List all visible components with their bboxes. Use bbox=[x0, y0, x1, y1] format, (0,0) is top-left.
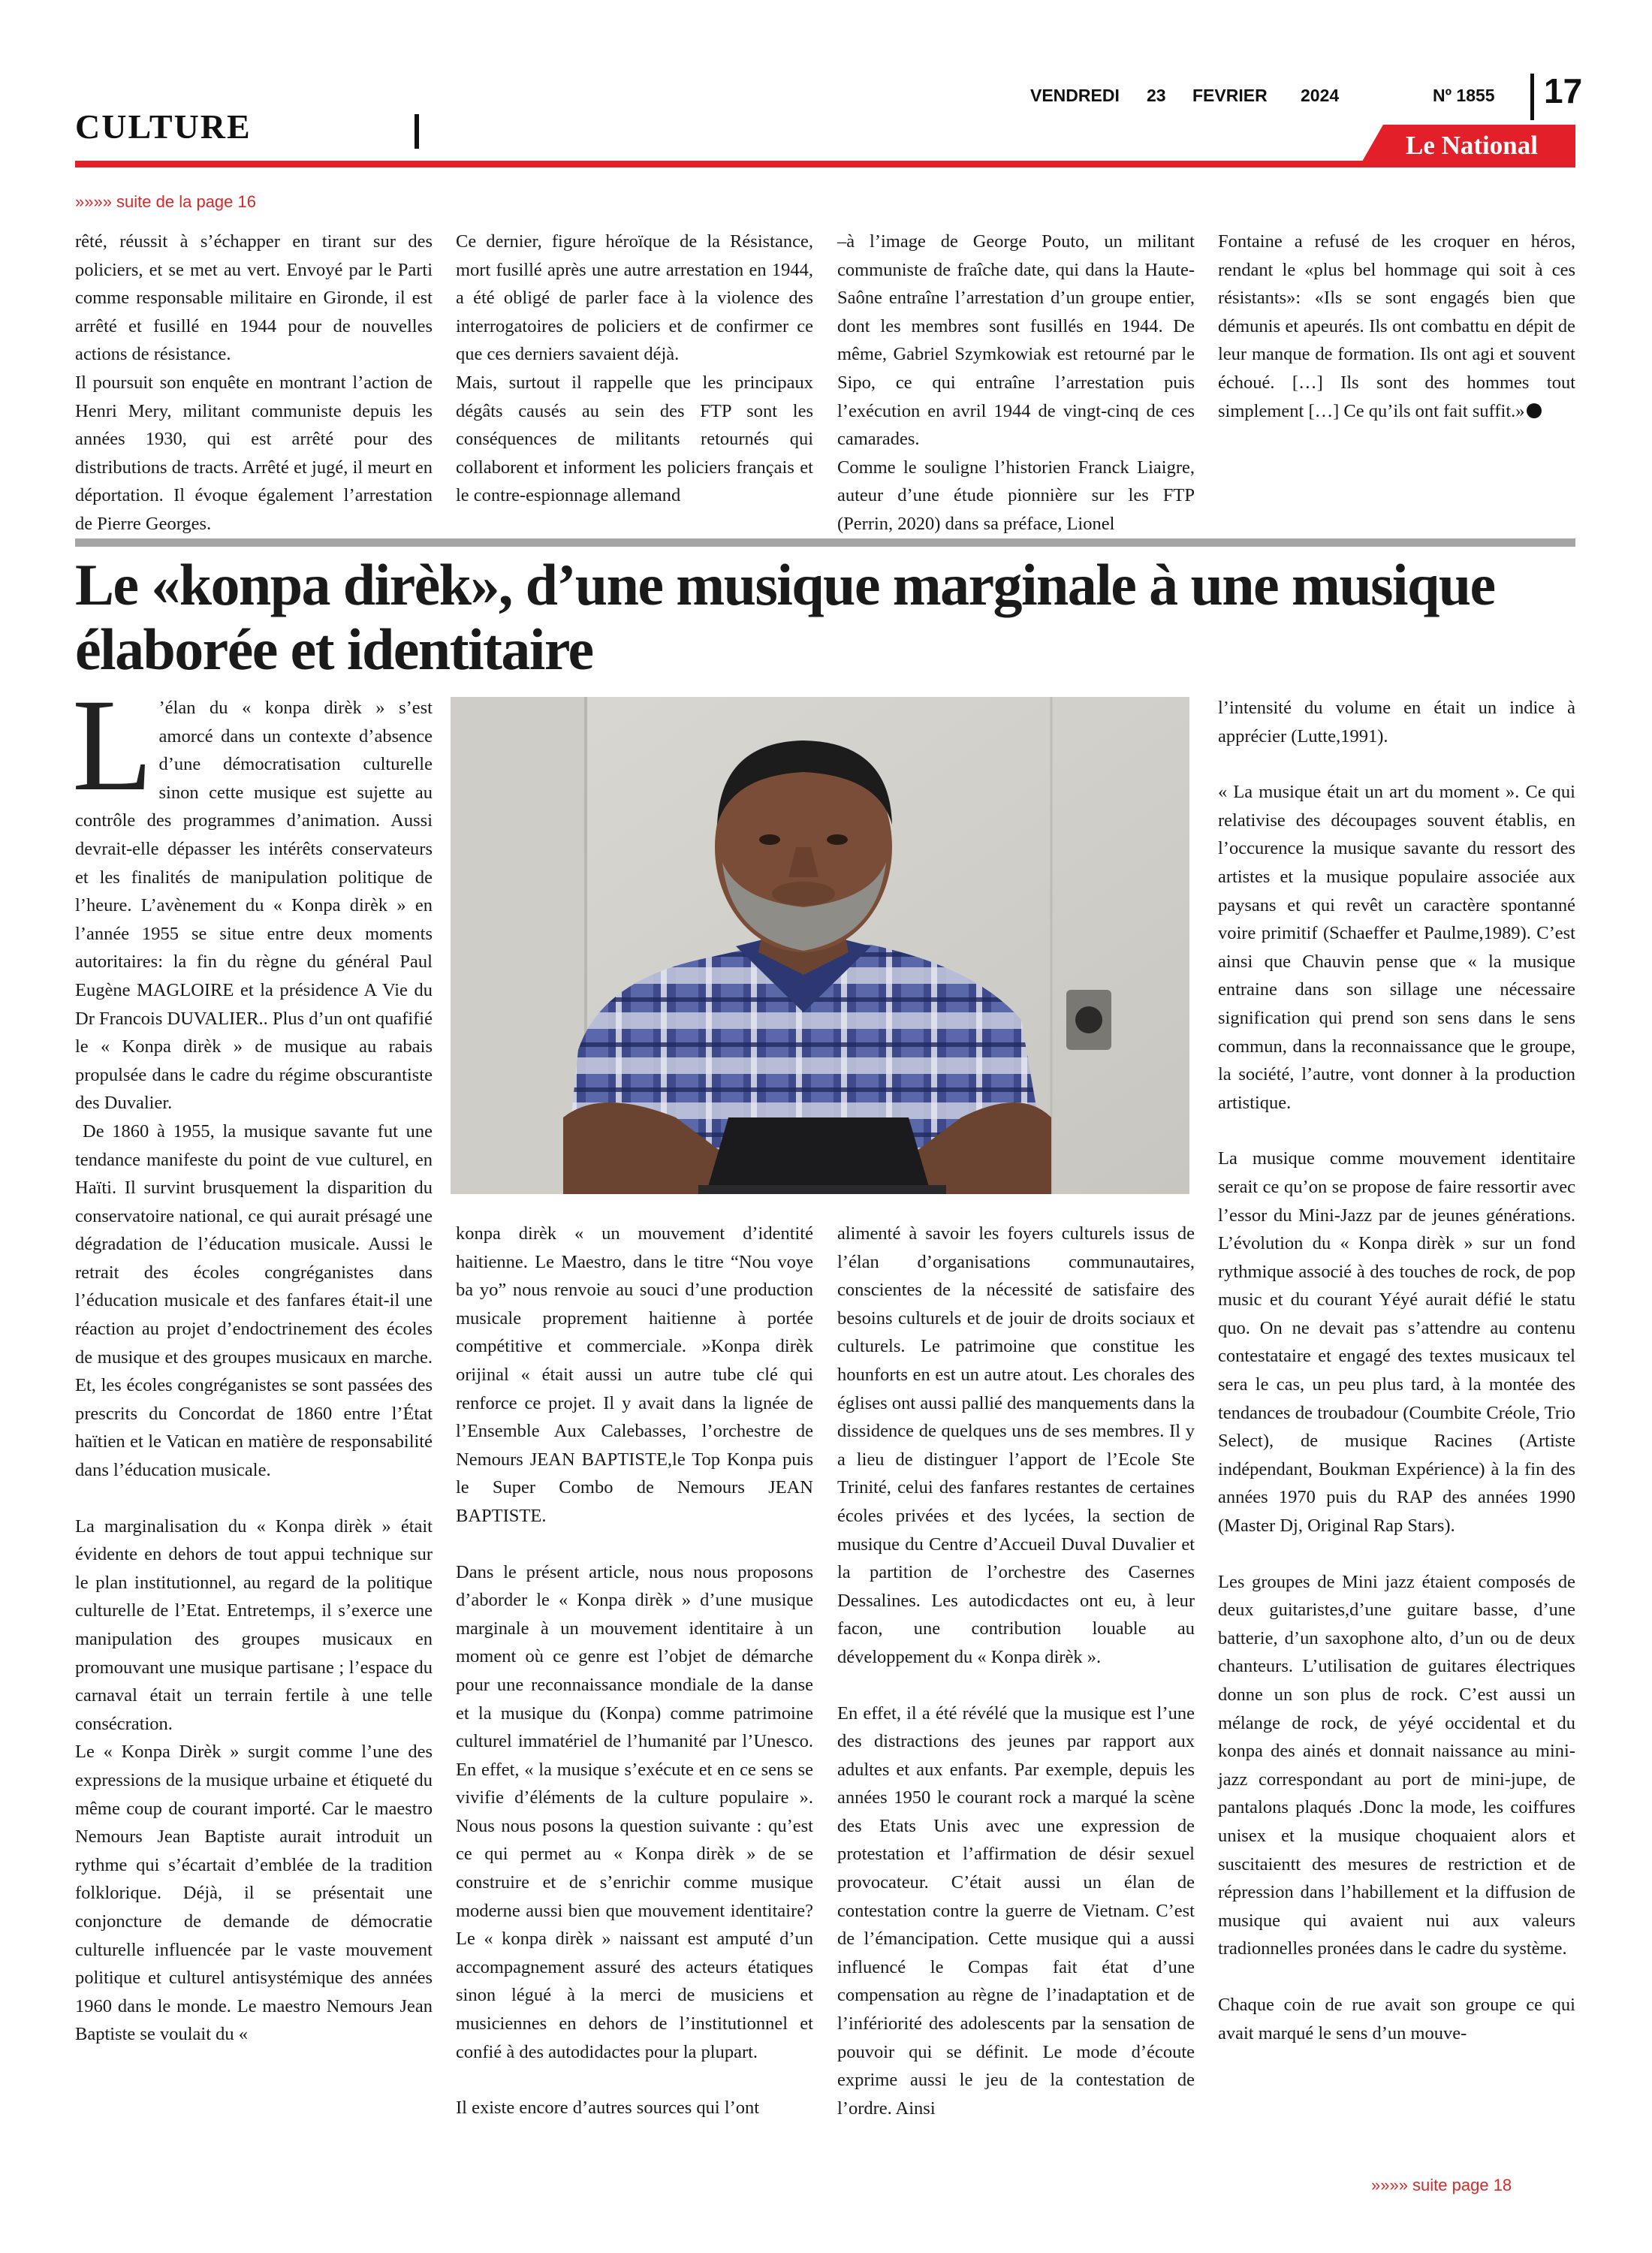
paragraph: Dans le présent article, nous nous proposons d’aborder le « Konpa dirèk » d’une musique marginale à un mouvement identitaire à un moment où ce genre est l’objet de démarche pour une reconnaissance mondiale de la danse et la musique du (Konpa) comme patrimoine culturel immatériel de l’humanité par l’Unesco. En effet, « la musique s’exécute et en ce sens se vivifie d’éléments de la culture populaire ». Nous nous posons la question suivante : qu’est ce qui permet au « Konpa dirèk » de se construire et de s’enrichir comme musique moderne aussi bien que mouvement identitaire?Le « konpa dirèk » naissant est amputé d’un accompagnement assuré des acteurs étatiques sinon légué à la merci de musiciens et musiciennes en dehors de l’institutionnel et confié à des autodidactes pour la plupart. bbox=[456, 1561, 813, 2062]
newspaper-name: Le National bbox=[1406, 131, 1538, 160]
paragraph: Comme le souligne l’historien Franck Liaigre, auteur d’une étude pionnière sur les FTP (Perrin, 2020) dans sa préface, Lionel bbox=[837, 457, 1195, 534]
date-month: FEVRIER bbox=[1192, 86, 1268, 105]
paragraph: alimenté à savoir les foyers culturels issus de l’élan d’organisations communautaires, conscientes de la nécessité de satisfaire des besoins culturels et de jouir de droits sociaux et culturels. Le patrimoine que constitue les hounforts en est un autre atout. Les chorales des églises ont aussi pallié des manquements dans la dissidence de quelques uns de ses membres. Il y a lieu de distinguer l’apport de l’Ecole Ste Trinité, celui des fanfares restantes de certaines écoles privées et des lycées, la section de musique du Centre d’Accueil Duval Duvalier et la partition de l’orchestre des Casernes Dessalines. Les autodicdactes ont eu, à leur facon, une contribution louable au développement du « Konpa dirèk ». bbox=[837, 1223, 1195, 1667]
end-of-article-icon bbox=[1527, 403, 1542, 418]
top-article-column-3 bbox=[837, 228, 1195, 538]
paragraph: Chaque coin de rue avait son groupe ce qui avait marqué le sens d’un mouve- bbox=[1218, 1994, 1575, 2043]
paragraph: Fontaine a refusé de les croquer en héros, rendant le «plus bel hommage qui soit à ces résistants»: «Ils se sont engagés bien que démunis et apeurés. Ils ont combattu en dépit de leur manque de formation. Ils ont agi et souvent échoué. […] Ils sont des hommes tout simplement […] Ce qu’ils ont fait suffit.» bbox=[1218, 231, 1575, 421]
paragraph: Le « Konpa Dirèk » surgit comme l’une des expressions de la musique urbaine et étiqueté du même coup de courant importé. Car le maestro Nemours Jean Baptiste aurait introduit un rythme qui s’écartait d’emblée de la tradition folklorique. Déjà, il se présentait une conjoncture de demande de démocratie culturelle influencée par le vaste mouvement politique et culturel antisystémique des années 1960 dans le monde. Le maestro Nemours Jean Baptiste se voulait du « bbox=[75, 1742, 433, 2045]
section-title: CULTURE bbox=[75, 107, 252, 146]
article-column-4 bbox=[1218, 694, 1575, 2047]
paragraph: Il poursuit son enquête en montrant l’action de Henri Mery, militant communiste depuis les années 1930, qui est arrêté pour des distributions de tracts. Arrêté et jugé, il meurt en déportation. Il évoque également l’arrestation de Pierre Georges. bbox=[75, 372, 433, 534]
top-article-column-1 bbox=[75, 228, 433, 538]
header-rule bbox=[75, 161, 1575, 167]
paragraph: Il existe encore d’autres sources qui l’ont bbox=[456, 2098, 760, 2119]
paragraph: –à l’image de George Pouto, un militant communiste de fraîche date, qui dans la Haute-Saône entraîne l’arrestation d’un groupe entier, dont les membres sont fusillés en 1944. De même, Gabriel Szymkowiak est retourné par le Sipo, ce qui entraîne l’arrestation puis l’exécution en avril 1944 de vingt-cinq de ces camarades. bbox=[837, 231, 1195, 450]
paragraph: La musique comme mouvement identitaire serait ce qu’on se propose de faire ressortir avec l’essor du Mini-Jazz par de jeunes générations. L’évolution du « Konpa dirèk » sur un fond rythmique associé à des touches de rock, de pop music et du courant Yéyé aurait défié le statu quo. On ne devait pas s’attendre au contenu contestataire et engagé des textes musicaux tel sera le cas, un peu plus tard, à la montée des tendances de troubadour (Coumbite Créole, Trio Select), de musique Racines (Artiste indépendant, Boukman Expérience) à la fin des années 1970 puis du RAP des années 1990 (Master Dj, Original Rap Stars). bbox=[1218, 1148, 1575, 1537]
article-column-3 bbox=[837, 1220, 1195, 2122]
paragraph: « La musique était un art du moment ». Ce qui relativise des découpages souvent établis, en l’occurence la musique savante du ressort des artistes et la musique populaire associée aux paysans et qui revêt un caractère spontanné voire primitif (Schaeffer et Paulme,1989). C’est ainsi que Chauvin pense que « la musique entraine dans son sillage une nécessaire signification qui prend son sens dans le sens commun, dans la reconnaissance que le groupe, la société, l’autre, vont donner à la production artistique. bbox=[1218, 782, 1575, 1113]
article-column-2 bbox=[456, 1220, 813, 2122]
section-divider bbox=[415, 114, 419, 149]
date-day: 23 bbox=[1147, 86, 1166, 105]
top-article-column-2 bbox=[456, 228, 813, 510]
paragraph: En effet, il a été révélé que la musique est l’une des distractions des jeunes par rapport aux adultes et aux enfants. Par exemple, depuis les années 1950 le courant rock a marqué la scène des Etats Unis avec une expression de protestation et l’affirmation de désir sexuel provocateur. C’était aussi un élan de contestation contre la guerre de Vietnam. C’est de l’émancipation. Cette musique qui a aussi influencé le Compas fait état d’une compensation au règne de l’inadaptation et de l’infériorité des adolescents par la sensation de pouvoir qui se définit. Le mode d’écoute exprime aussi le jeu de la contestation de l’ordre. Ainsi bbox=[837, 1703, 1195, 2119]
paragraph: rêté, réussit à s’échapper en tirant sur des policiers, et se met au vert. Envoyé par le Parti comme responsable militaire en Gironde, il est arrêté et fusillé en 1944 pour de nouvelles actions de résistance. bbox=[75, 231, 433, 365]
paragraph: l’intensité du volume en était un indice à apprécier (Lutte,1991). bbox=[1218, 698, 1575, 746]
article-headline: Le «konpa dirèk», d’une musique marginale à une musique élaborée et identitaire bbox=[75, 552, 1495, 682]
drop-cap: L bbox=[72, 672, 153, 819]
article-column-1 bbox=[72, 672, 433, 2049]
paragraph: Mais, surtout il rappelle que les principaux dégâts causés au sein des FTP sont les conséquences de militants retournés qui collaborent et informent les policiers français et le contre-espionnage allemand bbox=[456, 372, 813, 506]
article-photo bbox=[451, 697, 1189, 1194]
top-article-column-4 bbox=[1218, 228, 1575, 425]
paragraph: La marginalisation du « Konpa dirèk » était évidente en dehors de tout appui technique sur le plan institutionnel, au regard de la politique culturelle de l’Etat. Entretemps, il s’exerce une manipulation des groupes musicaux en promouvant une musique partisane ; l’espace du carnaval était un terrain fertile à une telle consécration. bbox=[75, 1516, 433, 1734]
page-number-divider bbox=[1530, 74, 1534, 120]
paragraph: De 1860 à 1955, la musique savante fut une tendance manifeste du point de vue culturel, en Haïti. Il survint brusquement la disparition du conservatoire national, ce qui aurait présagé une dégradation de l’éducation musicale. Aussi le retrait des écoles congréganistes dans l’éducation musicale et des fanfares était-il une réaction au projet d’endoctrinement des écoles de musique et des groupes musicaux en marche. Et, les écoles congréganistes se sont passées des prescrits du Concordat de 1860 entre l’État haïtien et le Vatican en matière de responsabilité dans l’éducation musicale. bbox=[75, 1120, 433, 1481]
continued-from-link[interactable]: »»»» suite de la page 16 bbox=[75, 192, 256, 211]
date-weekday: VENDREDI bbox=[1030, 86, 1120, 105]
article-separator bbox=[75, 538, 1575, 547]
issue-number: Nº 1855 bbox=[1433, 86, 1495, 105]
portrait-illustration bbox=[451, 697, 1189, 1194]
paragraph: L ’élan du « konpa dirèk » s’est amorcé dans un contexte d’absence d’une démocratisation culturelle sinon cette musique est sujette au contrôle des programmes d’animation. Aussi devrait-elle dépasser les intérêts conservateurs et les finalités de manipulation politique de l’heure. L’avènement du « Konpa dirèk » en l’année 1955 se situe entre deux moments autoritaires: la fin du règne du général Paul Eugène MAGLOIRE et la présidence A Vie du Dr Francois DUVALIER.. Plus d’un ont quafifié le « Konpa dirèk » de musique au rabais propulsée dans le cadre du régime obscurantiste des Duvalier. bbox=[72, 672, 433, 1114]
paragraph: Les groupes de Mini jazz étaient composés de deux guitaristes,d’une guitare basse, d’une batterie, d’un saxophone alto, d’un ou de deux chanteurs. L’utilisation de guitares électriques donne un son plus de rock. C’est aussi un mélange de rock, de yéyé occidental et du konpa des ainés et donnait naissance au mini-jazz correspondant au port de mini-jupe, de pantalons plaqués .Donc la mode, les coiffures unisex et la musique choquaient alors et suscitaientt des mesures de restriction et de répression dans l’habillement et la diffusion de musique qui avaient nui aux valeurs tradionnelles pronées dans le cadre du système. bbox=[1218, 1571, 1575, 1959]
paragraph: Ce dernier, figure héroïque de la Résistance, mort fusillé après une autre arrestation en 1944, a été obligé de parler face à la violence des interrogatoires de policiers et de confirmer ce que ces derniers savaient déjà. bbox=[456, 231, 813, 365]
continued-to-link[interactable]: »»»» suite page 18 bbox=[1371, 2176, 1512, 2194]
date-year: 2024 bbox=[1301, 86, 1340, 105]
page-number: 17 bbox=[1544, 71, 1583, 110]
paragraph: konpa dirèk « un mouvement d’identité haitienne. Le Maestro, dans le titre “Nou voye ba yo” nous renvoie au souci d’une production musicale proprement haitienne à portée compétitive et commerciale. »Konpa dirèk orijinal « était aussi un autre tube clé qui renforce ce projet. Il y avait dans la lignée de l’Ensemble Aux Calebasses, l’orchestre de Nemours JEAN BAPTISTE,le Top Konpa puis le Super Combo de Nemours JEAN BAPTISTE. bbox=[456, 1223, 813, 1526]
